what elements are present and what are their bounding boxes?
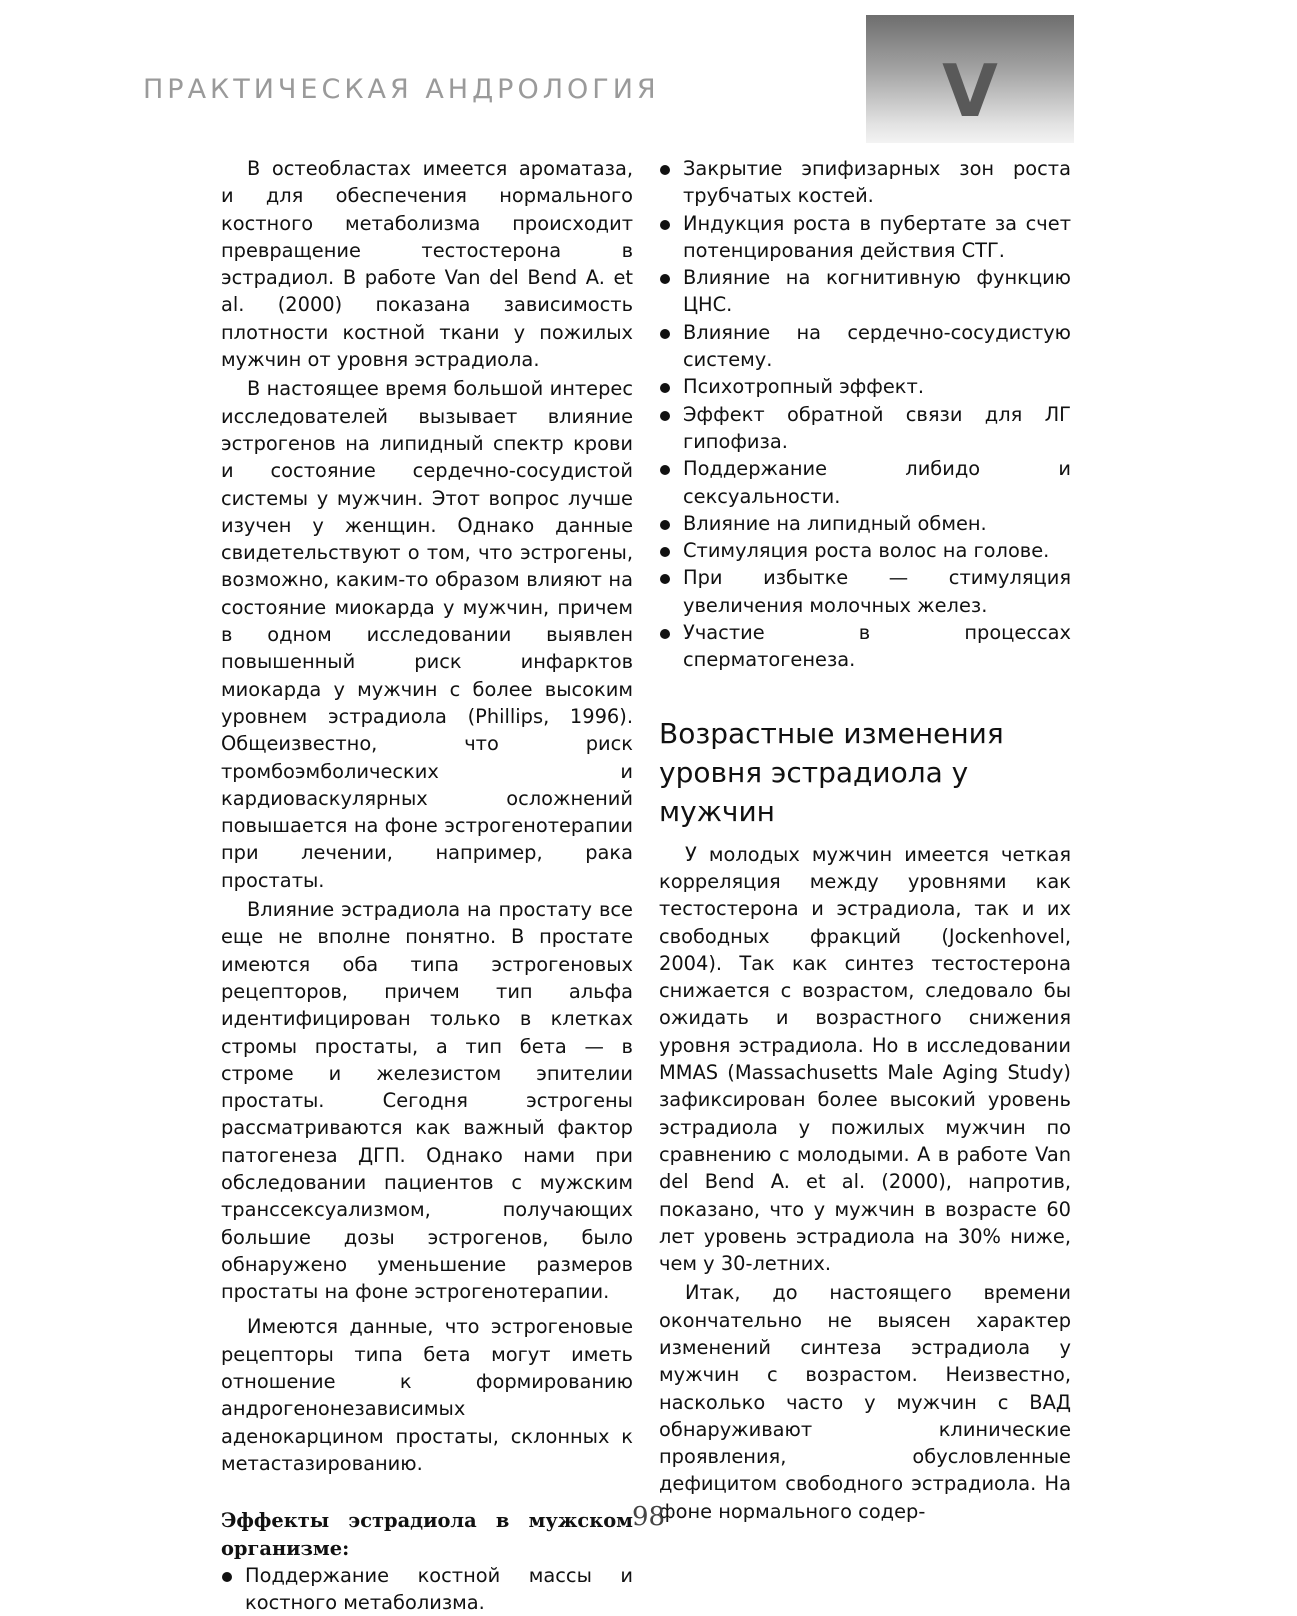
left-column (221, 155, 633, 1616)
right-column (659, 155, 1071, 1525)
list-item: Влияние на когнитивную функцию ЦНС. (659, 264, 1071, 319)
running-head: ПРАКТИЧЕСКАЯ АНДРОЛОГИЯ (143, 74, 660, 105)
list-item: При избытке — стимуляция увеличения молочных желез. (659, 564, 1071, 619)
list-item: Поддержание костной массы и костного метаболизма. (221, 1562, 633, 1616)
list-item: Влияние на липидный обмен. (659, 510, 1071, 537)
effects-list-start (221, 1562, 633, 1616)
list-item: Поддержание либидо и сексуальности. (659, 455, 1071, 510)
list-item: Психотропный эффект. (659, 373, 1071, 400)
chapter-marker (866, 15, 1074, 143)
paragraph: У молодых мужчин имеется четкая корреляция между уровнями как тестостерона и эстрадиола, так и их свободных фракций (Jockenhovel, 2004). Так как синтез тестостерона снижается с возрастом, следовало бы ожидать и возрастного снижения уровня эстрадиола. Но в исследовании MMAS (Massachusetts Male Aging Study) зафиксирован более высокий уровень эстрадиола у пожилых мужчин по сравнению с молодыми. А в работе Van del Bend A. et al. (2000), напротив, показано, что у мужчин в возрасте 60 лет уровень эстрадиола на 30% ниже, чем у 30-летних. (659, 842, 1071, 1276)
list-item: Участие в процессах сперматогенеза. (659, 619, 1071, 674)
list-item: Индукция роста в пубертате за счет потенцирования действия СТГ. (659, 210, 1071, 265)
list-item: Закрытие эпифизарных зон роста трубчатых костей. (659, 155, 1071, 210)
paragraph: Влияние эстрадиола на простату все еще не вполне понятно. В простате имеются оба типа эстрогеновых рецепторов, причем тип альфа идентифицирован только в клетках стромы простаты, а тип бета — в строме и железистом эпителии простаты. Сегодня эстрогены рассматриваются как важный фактор патогенеза ДГП. Однако нами при обследовании пациентов с мужским транссексуализмом, получающих большие дозы эстрогенов, было обнаружено уменьшение размеров простаты на фоне эстрогенотерапии. (221, 898, 633, 1304)
paragraph: В настоящее время большой интерес исследователей вызывает влияние эстрогенов на липидный спектр крови и состояние сердечно-сосудистой системы у мужчин. Этот вопрос лучше изучен у женщин. Однако данные свидетельствуют о том, что эстрогены, возможно, каким-то образом влияют на состояние миокарда у мужчин, причем в одном исследовании выявлен повышенный риск инфарктов миокарда у мужчин с более высоким уровнем эстрадиола (Phillips, 1996). Общеизвестно, что риск тромбоэмболических и кардиоваскулярных осложнений повышается на фоне эстрогенотерапии при лечении, например, рака простаты. (221, 377, 633, 892)
paragraph: Имеются данные, что эстрогеновые рецепторы типа бета могут иметь отношение к формированию андрогенонезависимых аденокарцином простаты, склонных к метастазированию. (221, 1315, 633, 1475)
list-item: Эффект обратной связи для ЛГ гипофиза. (659, 401, 1071, 456)
effects-heading: Эффекты эстрадиола в мужском организме: (221, 1509, 633, 1560)
page-number: 98 (631, 1502, 666, 1532)
section-title: Возрастные изменения уровня эстрадиола у мужчин (659, 716, 1004, 828)
list-item: Стимуляция роста волос на голове. (659, 537, 1071, 564)
paragraph: Итак, до настоящего времени окончательно не выясен характер изменений синтеза эстрадиола у мужчин с возрастом. Неизвестно, насколько часто у мужчин с ВАД обнаруживают клинические проявления, обусловленные дефицитом свободного эстрадиола. На фоне нормального содер- (659, 1281, 1071, 1523)
effects-list (659, 155, 1071, 674)
paragraph: В остеобластах имеется ароматаза, и для обеспечения нормального костного метаболизма происходит превращение тестостерона в эстрадиол. В работе Van del Bend A. et al. (2000) показана зависимость плотности костной ткани у пожилых мужчин от уровня эстрадиола. (221, 157, 633, 372)
chapter-number: V (942, 49, 998, 133)
list-item: Влияние на сердечно-сосудистую систему. (659, 319, 1071, 374)
